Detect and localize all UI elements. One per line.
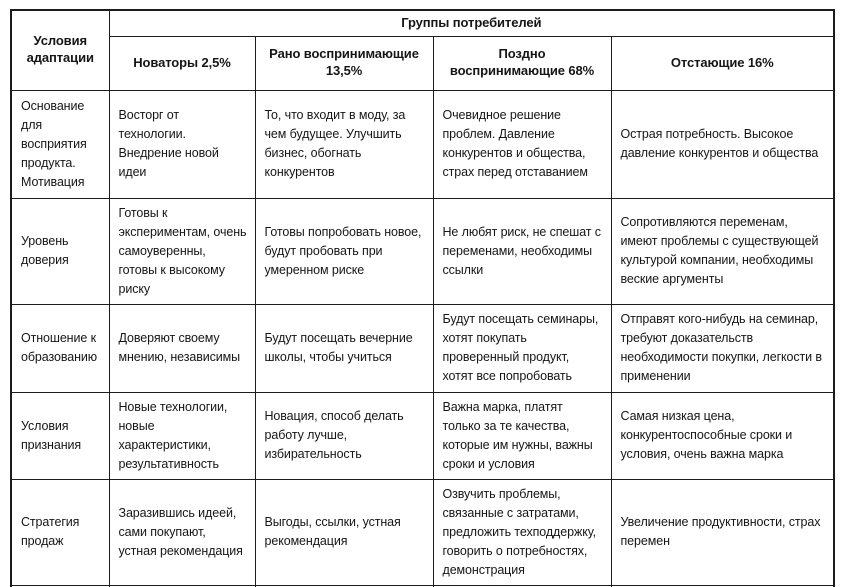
- row-label-trust-level: Уровень доверия: [11, 198, 109, 304]
- cell-recognition-early: Новация, способ делать работу лучше, избирательность: [255, 392, 433, 479]
- consumer-groups-table: [10, 9, 835, 587]
- cell-motivation-laggards: Острая потребность. Высокое давление конкурентов и общества: [611, 90, 834, 198]
- cell-trust-early: Готовы попробовать новое, будут пробовать при умеренном риске: [255, 198, 433, 304]
- group-header: Группы потребителей: [109, 10, 834, 36]
- table-row: [11, 479, 834, 585]
- header-columns-row: [11, 36, 834, 90]
- table-row: [11, 392, 834, 479]
- corner-header: Условия адаптации: [11, 10, 109, 90]
- cell-education-late: Будут посещать семинары, хотят покупать проверенный продукт, хотят все попробовать: [433, 304, 611, 392]
- cell-recognition-laggards: Самая низкая цена, конкурентоспособные сроки и условия, очень важна марка: [611, 392, 834, 479]
- cell-motivation-early: То, что входит в моду, за чем будущее. Улучшить бизнес, обогнать конкурентов: [255, 90, 433, 198]
- table-row: [11, 304, 834, 392]
- table-row: [11, 198, 834, 304]
- cell-trust-innovators: Готовы к экспериментам, очень самоуверенны, готовы к высокому риску: [109, 198, 255, 304]
- row-label-sales-strategy: Стратегия продаж: [11, 479, 109, 585]
- cell-sales-laggards: Увеличение продуктивности, страх перемен: [611, 479, 834, 585]
- cell-education-early: Будут посещать вечерние школы, чтобы учиться: [255, 304, 433, 392]
- cell-sales-innovators: Заразившись идеей, сами покупают, устная рекомендация: [109, 479, 255, 585]
- column-header-late-adopters: Поздно воспринимающие 68%: [433, 36, 611, 90]
- column-header-early-adopters: Рано воспринимающие 13,5%: [255, 36, 433, 90]
- cell-motivation-innovators: Восторг от технологии. Внедрение новой идеи: [109, 90, 255, 198]
- row-label-recognition: Условия признания: [11, 392, 109, 479]
- cell-education-laggards: Отправят кого-нибудь на семинар, требуют доказательств необходимости покупки, легкости в применении: [611, 304, 834, 392]
- row-label-motivation: Основание для восприятия продукта. Мотивация: [11, 90, 109, 198]
- row-label-education: Отношение к образованию: [11, 304, 109, 392]
- cell-sales-late: Озвучить проблемы, связанные с затратами, предложить техподдержку, говорить о потребностях, демонстрация: [433, 479, 611, 585]
- cell-sales-early: Выгоды, ссылки, устная рекомендация: [255, 479, 433, 585]
- table-row: [11, 90, 834, 198]
- cell-recognition-late: Важна марка, платят только за те качества, которые им нужны, важны сроки и условия: [433, 392, 611, 479]
- cell-education-innovators: Доверяют своему мнению, независимы: [109, 304, 255, 392]
- cell-motivation-late: Очевидное решение проблем. Давление конкурентов и общества, страх перед отставанием: [433, 90, 611, 198]
- cell-recognition-innovators: Новые технологии, новые характеристики, результативность: [109, 392, 255, 479]
- cell-trust-late: Не любят риск, не спешат с переменами, необходимы ссылки: [433, 198, 611, 304]
- column-header-laggards: Отстающие 16%: [611, 36, 834, 90]
- header-group-row: [11, 10, 834, 36]
- column-header-innovators: Новаторы 2,5%: [109, 36, 255, 90]
- cell-trust-laggards: Сопротивляются переменам, имеют проблемы с существующей культурой компании, необходимы веские аргументы: [611, 198, 834, 304]
